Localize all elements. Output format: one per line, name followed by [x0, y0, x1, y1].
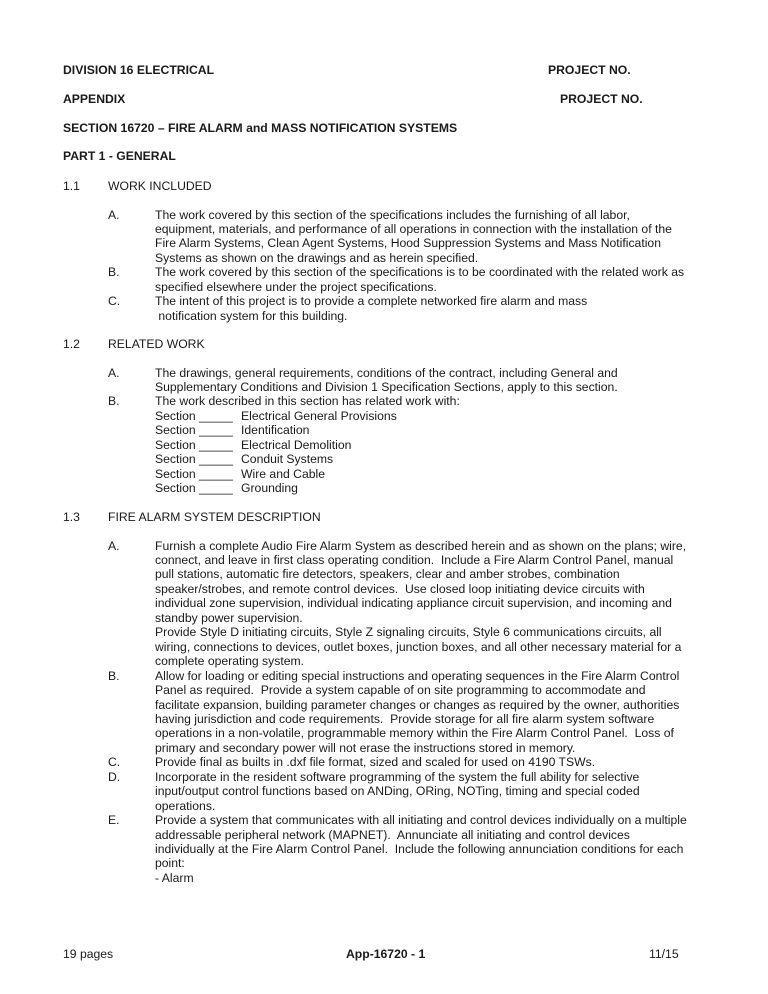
item-text-line: The work covered by this section of the specifications includes the furnishing of all labor,	[155, 207, 630, 222]
footer-pages: 19 pages	[63, 947, 114, 961]
item-text-line: Allow for loading or editing special instructions and operating sequences in the Fire Alarm Control	[155, 668, 680, 683]
part-title: PART 1 - GENERAL	[63, 149, 176, 163]
section-number: 1.3	[63, 510, 80, 524]
section-heading: RELATED WORK	[108, 337, 205, 351]
related-section-name: Electrical Demolition	[241, 437, 352, 452]
item-text-line: Fire Alarm Systems, Clean Agent Systems, Hood Suppression Systems and Mass Notification	[155, 236, 661, 251]
related-section-label: Section _____	[155, 466, 233, 481]
item-text-line: Supplementary Conditions and Division 1 Specification Sections, apply to this section.	[155, 379, 618, 394]
item-text-line: Incorporate in the resident software programming of the system the full ability for selective	[155, 769, 640, 784]
item-text-line: input/output control functions based on ANDing, ORing, NOTing, timing and special coded	[155, 784, 640, 799]
item-text-line: speaker/strobes, and remote control devices. Use closed loop initiating device circuits with	[155, 581, 645, 596]
item-letter: B.	[108, 394, 120, 409]
item-letter: A.	[108, 207, 120, 222]
item-text-line: operations.	[155, 798, 216, 813]
project-number-2: PROJECT NO.	[560, 92, 643, 106]
related-section-name: Grounding	[241, 481, 298, 496]
item-text-line: addressable peripheral network (MAPNET). Annunciate all initiating and control devices	[155, 827, 630, 842]
related-section-label: Section _____	[155, 437, 233, 452]
section-heading: WORK INCLUDED	[108, 179, 212, 193]
item-text-line: equipment, materials, and performance of all operations in connection with the installation of the	[155, 221, 672, 236]
item-text-line: Provide Style D initiating circuits, Style Z signaling circuits, Style 6 communications circuits, all	[155, 625, 662, 640]
item-letter: E.	[108, 813, 120, 828]
item-letter: C.	[108, 755, 121, 770]
item-text-line: Provide a system that communicates with all initiating and control devices individually on a multiple	[155, 813, 687, 828]
item-text-line: Furnish a complete Audio Fire Alarm System as described herein and as shown on the plans; wire,	[155, 538, 687, 553]
section-number: 1.1	[63, 179, 80, 193]
item-text-line: facilitate expansion, building parameter changes or changes as required by the owner, authorities	[155, 697, 680, 712]
item-text-line: point:	[155, 856, 185, 871]
item-letter: B.	[108, 668, 120, 683]
item-text-line: Provide final as builts in .dxf file format, sized and scaled for used on 4190 TSWs.	[155, 755, 596, 770]
item-text-line: - Alarm	[155, 870, 194, 885]
section-heading: FIRE ALARM SYSTEM DESCRIPTION	[108, 510, 321, 524]
related-section-label: Section _____	[155, 481, 233, 496]
item-text-line: notification system for this building.	[155, 308, 348, 323]
footer-page-id: App-16720 - 1	[346, 947, 426, 961]
item-text-line: having jurisdiction and code requirements. Provide storage for all fire alarm system software	[155, 711, 655, 726]
item-letter: A.	[108, 538, 120, 553]
item-text-line: wiring, connections to devices, outlet boxes, junction boxes, and all other necessary material for a	[155, 639, 682, 654]
item-text-line: The intent of this project is to provide a complete networked fire alarm and mass	[155, 294, 588, 309]
item-text-line: pull stations, automatic fire detectors, speakers, clear and amber strobes, combination	[155, 567, 620, 582]
footer-date: 11/15	[649, 947, 679, 961]
item-text-line: connect, and leave in first class operating condition. Include a Fire Alarm Control Panel, manual	[155, 553, 674, 567]
item-text-line: The work covered by this section of the specifications is to be coordinated with the related work as	[155, 265, 685, 280]
item-text-line: specified elsewhere under the project specifications.	[155, 279, 437, 294]
appendix-title: APPENDIX	[63, 92, 126, 106]
item-letter: D.	[108, 769, 121, 784]
item-text-line: standby power supervision.	[155, 610, 303, 625]
item-text-line: primary and secondary power will not erase the instructions stored in memory.	[155, 740, 576, 755]
related-section-label: Section _____	[155, 408, 233, 423]
item-text-line: operations in a non-volatile, programmable memory within the Fire Alarm Control Panel. Loss of	[155, 726, 674, 741]
item-text-line: The drawings, general requirements, conditions of the contract, including General and	[155, 365, 618, 380]
project-number-1: PROJECT NO.	[548, 63, 631, 77]
item-text-line: complete operating system.	[155, 654, 305, 669]
section-title: SECTION 16720 – FIRE ALARM and MASS NOTIFICATION SYSTEMS	[63, 121, 458, 135]
related-section-name: Conduit Systems	[241, 452, 334, 467]
related-section-name: Wire and Cable	[241, 466, 325, 481]
item-text-line: individual zone supervision, individual indicating appliance circuit supervision, and incoming and	[155, 596, 672, 611]
section-number: 1.2	[63, 337, 80, 351]
related-section-name: Identification	[241, 423, 310, 438]
division-title: DIVISION 16 ELECTRICAL	[63, 63, 215, 77]
item-text-line: The work described in this section has related work with:	[155, 394, 460, 409]
related-section-name: Electrical General Provisions	[241, 408, 397, 423]
item-letter: C.	[108, 294, 121, 309]
item-text-line: Panel as required. Provide a system capable of on site programming to accommodate and	[155, 683, 646, 697]
item-letter: B.	[108, 265, 120, 280]
item-letter: A.	[108, 365, 120, 380]
item-text-line: Systems as shown on the drawings and as herein specified.	[155, 250, 479, 265]
related-section-label: Section _____	[155, 423, 233, 438]
item-text-line: individually at the Fire Alarm Control Panel. Include the following annunciation conditions for each	[155, 842, 684, 856]
related-section-label: Section _____	[155, 452, 233, 467]
